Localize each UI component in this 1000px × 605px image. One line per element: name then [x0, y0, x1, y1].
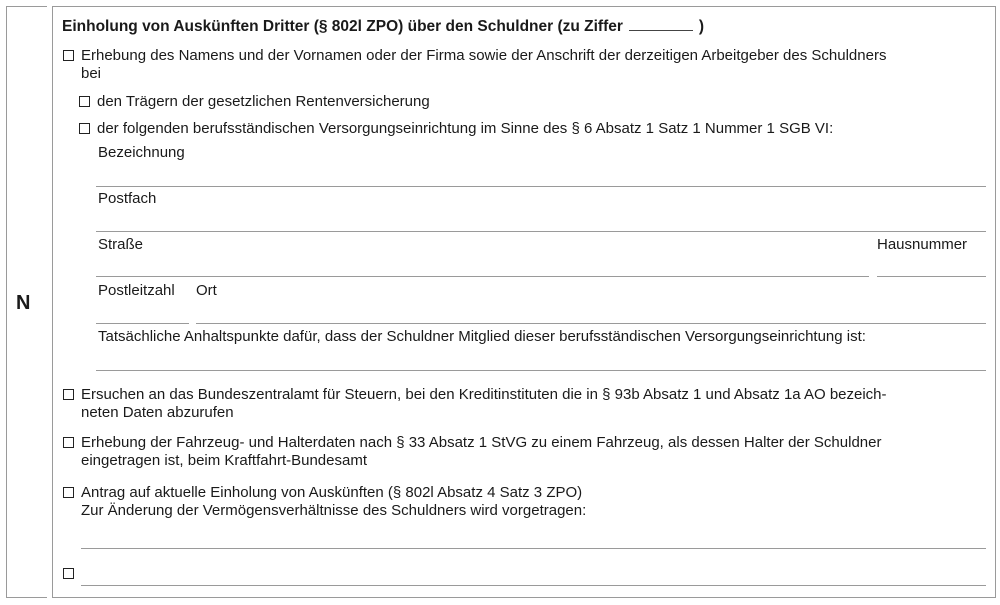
- tax-office-text-1: Ersuchen an das Bundeszentralamt für Steuern, bei den Kreditinstituten die in § 93b Absatz 1 und Absatz 1a AO bezeich-: [81, 386, 887, 403]
- asset-change-field[interactable]: [81, 548, 986, 549]
- vehicle-data-text-1: Erhebung der Fahrzeug- und Halterdaten nach § 33 Absatz 1 StVG zu einem Fahrzeug, als dessen Halter der Schuldner: [81, 434, 882, 451]
- vehicle-data-checkbox[interactable]: [63, 437, 74, 448]
- ort-field[interactable]: [196, 323, 986, 324]
- tax-office-text-2: neten Daten abzurufen: [81, 404, 234, 421]
- postfach-field[interactable]: [96, 231, 986, 232]
- other-option-checkbox[interactable]: [63, 568, 74, 579]
- section-letter: N: [16, 292, 31, 314]
- section-title: [62, 16, 704, 36]
- pension-insurance-label: den Trägern der gesetzlichen Rentenversicherung: [97, 93, 430, 110]
- option-employer-text-1: Erhebung des Namens und der Vornamen oder der Firma sowie der Anschrift der derzeitigen Arbeitgeber des Schuldners: [81, 47, 887, 64]
- ziffer-input[interactable]: [629, 16, 693, 31]
- anhaltspunkte-label: Tatsächliche Anhaltspunkte dafür, dass der Schuldner Mitglied dieser berufsständischen Versorgungseinrichtung ist:: [98, 328, 866, 345]
- hausnummer-label: Hausnummer: [877, 236, 968, 253]
- update-request-text-2: Zur Änderung der Vermögensverhältnisse des Schuldners wird vorgetragen:: [81, 502, 587, 519]
- ort-label: Ort: [196, 282, 217, 299]
- option-employer-checkbox[interactable]: [63, 50, 74, 61]
- professional-pension-checkbox[interactable]: [79, 123, 90, 134]
- section-title-closing: ): [698, 18, 705, 35]
- bezeichnung-label: Bezeichnung: [98, 144, 185, 161]
- strasse-field[interactable]: [96, 276, 869, 277]
- professional-pension-label: der folgenden berufsständischen Versorgungseinrichtung im Sinne des § 6 Absatz 1 Satz 1 Nummer 1 SGB VI:: [97, 120, 834, 137]
- option-employer-text-2: bei: [81, 65, 102, 82]
- postleitzahl-field[interactable]: [96, 323, 189, 324]
- other-option-field[interactable]: [81, 585, 986, 586]
- strasse-label: Straße: [98, 236, 144, 253]
- section-title-text: Einholung von Auskünften Dritter (§ 802l ZPO) über den Schuldner (zu Ziffer: [62, 18, 623, 35]
- postfach-label: Postfach: [98, 190, 157, 207]
- vehicle-data-text-2: eingetragen ist, beim Kraftfahrt-Bundesamt: [81, 452, 367, 469]
- bezeichnung-field[interactable]: [96, 186, 986, 187]
- postleitzahl-label: Postleitzahl: [98, 282, 175, 299]
- tax-office-checkbox[interactable]: [63, 389, 74, 400]
- anhaltspunkte-field[interactable]: [96, 370, 986, 371]
- hausnummer-field[interactable]: [877, 276, 986, 277]
- update-request-text-1: Antrag auf aktuelle Einholung von Auskünften (§ 802l Absatz 4 Satz 3 ZPO): [81, 484, 583, 501]
- pension-insurance-checkbox[interactable]: [79, 96, 90, 107]
- update-request-checkbox[interactable]: [63, 487, 74, 498]
